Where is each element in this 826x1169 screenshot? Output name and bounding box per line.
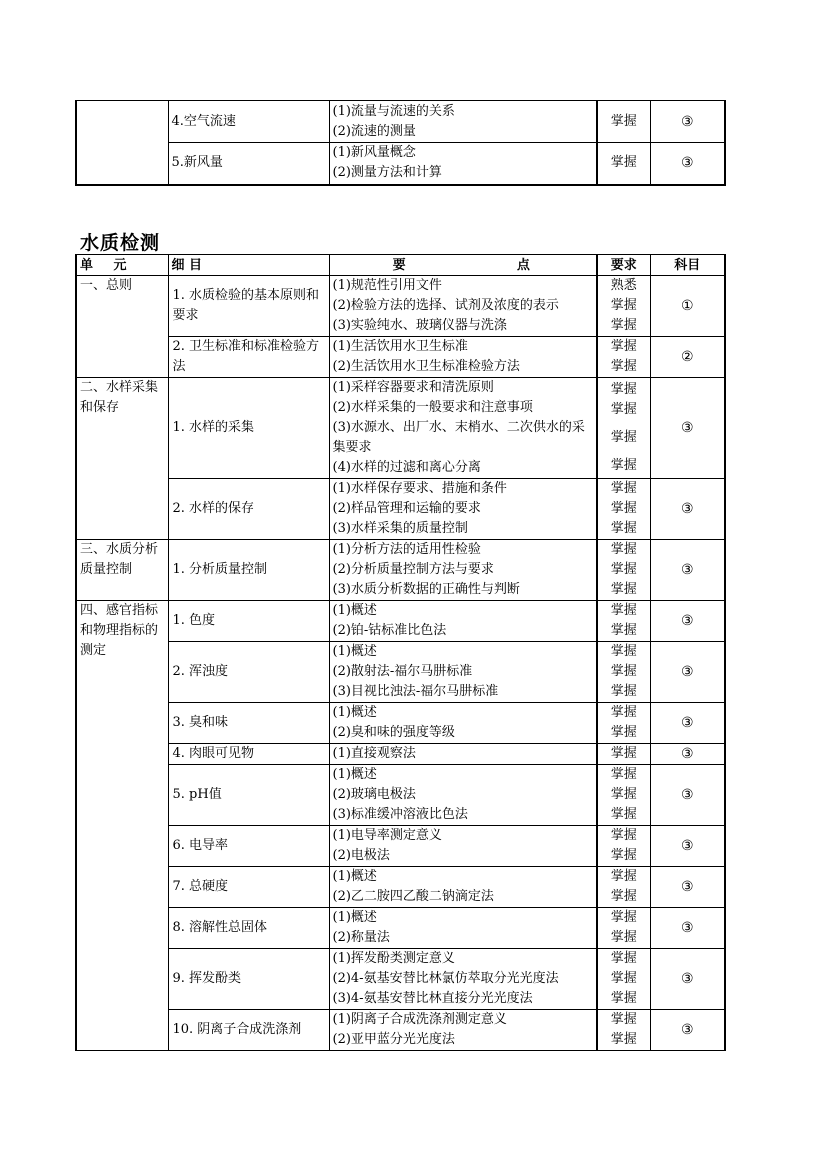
- item-cell: 5. pH值: [168, 765, 329, 826]
- subject-cell: ③: [650, 908, 725, 949]
- subject-cell: ②: [650, 337, 725, 378]
- subject-cell: ③: [650, 744, 725, 765]
- subject-cell: ③: [650, 101, 725, 143]
- point-text: (2)分析质量控制方法与要求: [332, 562, 494, 577]
- subject-cell: ③: [650, 540, 725, 601]
- header-unit: 单 元: [76, 255, 168, 276]
- requirement-cell: 掌握: [597, 101, 650, 143]
- subject-cell: ③: [650, 143, 725, 185]
- point-text: (4)水样的过滤和离心分离: [332, 460, 481, 475]
- point-text: (3)实验纯水、玻璃仪器与洗涤: [332, 318, 507, 333]
- requirement-text: 掌握: [610, 603, 637, 618]
- requirement-text: 熟悉: [610, 278, 637, 293]
- point-text: (1)水样保存要求、措施和条件: [332, 481, 507, 496]
- item-cell: 4.空气流速: [168, 101, 329, 143]
- points-cell: [329, 337, 597, 378]
- requirement-text: 掌握: [610, 664, 637, 679]
- point-text: (3)4-氨基安替比林直接分光光度法: [332, 991, 533, 1006]
- item-cell: 8. 溶解性总固体: [168, 908, 329, 949]
- requirement-cell: [597, 540, 650, 601]
- requirement-text: 掌握: [610, 951, 637, 966]
- point-text: (1)生活饮用水卫生标准: [332, 339, 468, 354]
- points-cell: [329, 540, 597, 601]
- requirement-text: 掌握: [610, 318, 637, 333]
- table-row: [76, 949, 725, 1010]
- requirement-text: 掌握: [610, 542, 637, 557]
- subject-cell: ③: [650, 826, 725, 867]
- water-quality-table: [75, 254, 726, 1051]
- point-text: (1)挥发酚类测定意义: [332, 951, 455, 966]
- header-row: [76, 255, 725, 276]
- item-cell: 2. 卫生标准和标准检验方法: [168, 337, 329, 378]
- requirement-text: 掌握: [610, 930, 637, 945]
- points-cell: [329, 378, 597, 479]
- requirement-cell: [597, 826, 650, 867]
- subject-cell: ①: [650, 276, 725, 337]
- unit-cell: 四、感官指标和物理指标的测定: [76, 601, 168, 1051]
- table-row: [76, 1010, 725, 1051]
- requirement-text: 掌握: [610, 828, 637, 843]
- table-row: [76, 276, 725, 337]
- item-cell: 4. 肉眼可见物: [168, 744, 329, 765]
- requirement-text: 掌握: [610, 623, 637, 638]
- subject-cell: ③: [650, 642, 725, 703]
- points-cell: (1)流量与流速的关系 (2)流速的测量: [329, 101, 597, 143]
- table-row: [76, 378, 725, 479]
- requirement-text: 掌握: [610, 458, 637, 473]
- section-title: 水质检测: [80, 232, 161, 254]
- requirement-text: 掌握: [610, 684, 637, 699]
- requirement-cell: [597, 337, 650, 378]
- table-row: [76, 143, 725, 185]
- requirement-cell: [597, 949, 650, 1010]
- points-cell: [329, 1010, 597, 1051]
- points-cell: (1)新风量概念 (2)测量方法和计算: [329, 143, 597, 185]
- point-text: (1)概述: [332, 910, 377, 925]
- point-text: (2)乙二胺四乙酸二钠滴定法: [332, 889, 494, 904]
- table-row: [76, 337, 725, 378]
- point-text: (2)散射法-福尔马肼标准: [332, 664, 473, 679]
- requirement-cell: [597, 908, 650, 949]
- point-text: (1)电导率测定意义: [332, 828, 442, 843]
- table-row: [76, 826, 725, 867]
- subject-cell: ③: [650, 601, 725, 642]
- requirement-cell: 掌握: [597, 143, 650, 185]
- point-text: (1)概述: [332, 869, 377, 884]
- point-text: (1)分析方法的适用性检验: [332, 542, 481, 557]
- requirement-text: 掌握: [610, 402, 637, 417]
- unit-cell: 三、水质分析质量控制: [76, 540, 168, 601]
- subject-cell: ③: [650, 949, 725, 1010]
- requirement-text: 掌握: [610, 746, 637, 761]
- requirement-cell: [597, 276, 650, 337]
- table-row: [76, 101, 725, 143]
- points-cell: [329, 949, 597, 1010]
- point-text: (3)目视比浊法-福尔马肼标准: [332, 684, 499, 699]
- point-text: (2)称量法: [332, 930, 390, 945]
- item-cell: 2. 水样的保存: [168, 479, 329, 540]
- point-text: (2)4-氨基安替比林氯仿萃取分光光度法: [332, 971, 559, 986]
- table-row: [76, 765, 725, 826]
- header-item: 细 目: [168, 255, 329, 276]
- requirement-text: 掌握: [610, 869, 637, 884]
- table-row: [76, 908, 725, 949]
- point-text: (2)检验方法的选择、试剂及浓度的表示: [332, 298, 559, 313]
- requirement-cell: [597, 378, 650, 479]
- point-text: (2)水样采集的一般要求和注意事项: [332, 400, 533, 415]
- subject-cell: ③: [650, 378, 725, 479]
- points-cell: [329, 642, 597, 703]
- requirement-text: 掌握: [610, 582, 637, 597]
- point-text: (2)亚甲蓝分光光度法: [332, 1032, 455, 1047]
- table-row: [76, 479, 725, 540]
- item-cell: 6. 电导率: [168, 826, 329, 867]
- point-text: (2)电极法: [332, 848, 390, 863]
- table-row: [76, 703, 725, 744]
- header-requirement: 要求: [597, 255, 650, 276]
- table-row: [76, 744, 725, 765]
- item-cell: 7. 总硬度: [168, 867, 329, 908]
- previous-table: [75, 100, 726, 186]
- requirement-text: 掌握: [610, 298, 637, 313]
- point-text: (1)概述: [332, 705, 377, 720]
- points-cell: [329, 744, 597, 765]
- item-cell: 5.新风量: [168, 143, 329, 185]
- points-cell: [329, 908, 597, 949]
- requirement-text: 掌握: [610, 339, 637, 354]
- requirement-text: 掌握: [610, 644, 637, 659]
- subject-cell: ③: [650, 1010, 725, 1051]
- point-text: (2)臭和味的强度等级: [332, 725, 455, 740]
- requirement-cell: [597, 744, 650, 765]
- requirement-cell: [597, 867, 650, 908]
- requirement-cell: [597, 601, 650, 642]
- point-text: (1)直接观察法: [332, 746, 416, 761]
- item-cell: 9. 挥发酚类: [168, 949, 329, 1010]
- point-text: (1)阴离子合成洗涤剂测定意义: [332, 1012, 507, 1027]
- subject-cell: ③: [650, 479, 725, 540]
- requirement-cell: [597, 703, 650, 744]
- table-row: [76, 601, 725, 642]
- requirement-text: 掌握: [610, 807, 637, 822]
- points-cell: [329, 867, 597, 908]
- point-text: (1)概述: [332, 603, 377, 618]
- point-text: (3)水质分析数据的正确性与判断: [332, 582, 520, 597]
- requirement-text: 掌握: [610, 725, 637, 740]
- point-text: (2)样品管理和运输的要求: [332, 501, 481, 516]
- unit-cell: [76, 101, 168, 185]
- requirement-text: 掌握: [610, 889, 637, 904]
- point-text: (3)水样采集的质量控制: [332, 521, 468, 536]
- subject-cell: ③: [650, 867, 725, 908]
- subject-cell: ③: [650, 703, 725, 744]
- point-text: (2)铂-钴标准比色法: [332, 623, 447, 638]
- points-cell: [329, 479, 597, 540]
- point-text: (1)规范性引用文件: [332, 278, 442, 293]
- header-points: 要 点: [329, 255, 597, 276]
- requirement-text: 掌握: [610, 705, 637, 720]
- point-text: (3)标准缓冲溶液比色法: [332, 807, 468, 822]
- point-text: (1)概述: [332, 644, 377, 659]
- requirement-text: 掌握: [610, 562, 637, 577]
- point-text: (1)概述: [332, 767, 377, 782]
- requirement-cell: [597, 765, 650, 826]
- requirement-text: 掌握: [610, 501, 637, 516]
- item-cell: 2. 浑浊度: [168, 642, 329, 703]
- point-text: (2)玻璃电极法: [332, 787, 416, 802]
- unit-cell: 一、总则: [76, 276, 168, 378]
- points-cell: [329, 703, 597, 744]
- points-cell: [329, 276, 597, 337]
- points-cell: [329, 826, 597, 867]
- point-text: (2)生活饮用水卫生标准检验方法: [332, 359, 520, 374]
- requirement-text: 掌握: [610, 359, 637, 374]
- item-cell: 1. 色度: [168, 601, 329, 642]
- points-cell: [329, 765, 597, 826]
- requirement-text: 掌握: [610, 787, 637, 802]
- requirement-text: 掌握: [610, 382, 637, 397]
- subject-cell: ③: [650, 765, 725, 826]
- requirement-cell: [597, 1010, 650, 1051]
- requirement-text: 掌握: [610, 481, 637, 496]
- requirement-text: 掌握: [610, 430, 637, 445]
- requirement-text: 掌握: [610, 910, 637, 925]
- unit-cell: 二、水样采集和保存: [76, 378, 168, 540]
- points-cell: [329, 601, 597, 642]
- requirement-text: 掌握: [610, 991, 637, 1006]
- point-text: (1)采样容器要求和清洗原则: [332, 380, 494, 395]
- item-cell: 1. 水质检验的基本原则和要求: [168, 276, 329, 337]
- requirement-text: 掌握: [610, 971, 637, 986]
- table-row: [76, 867, 725, 908]
- item-cell: 1. 分析质量控制: [168, 540, 329, 601]
- item-cell: 1. 水样的采集: [168, 378, 329, 479]
- requirement-cell: [597, 642, 650, 703]
- requirement-text: 掌握: [610, 767, 637, 782]
- requirement-cell: [597, 479, 650, 540]
- requirement-text: 掌握: [610, 1032, 637, 1047]
- header-subject: 科目: [650, 255, 725, 276]
- table-row: [76, 540, 725, 601]
- item-cell: 3. 臭和味: [168, 703, 329, 744]
- table-row: [76, 642, 725, 703]
- requirement-text: 掌握: [610, 1012, 637, 1027]
- item-cell: 10. 阴离子合成洗涤剂: [168, 1010, 329, 1051]
- point-text: (3)水源水、出厂水、末梢水、二次供水的采集要求: [332, 420, 585, 455]
- requirement-text: 掌握: [610, 521, 637, 536]
- requirement-text: 掌握: [610, 848, 637, 863]
